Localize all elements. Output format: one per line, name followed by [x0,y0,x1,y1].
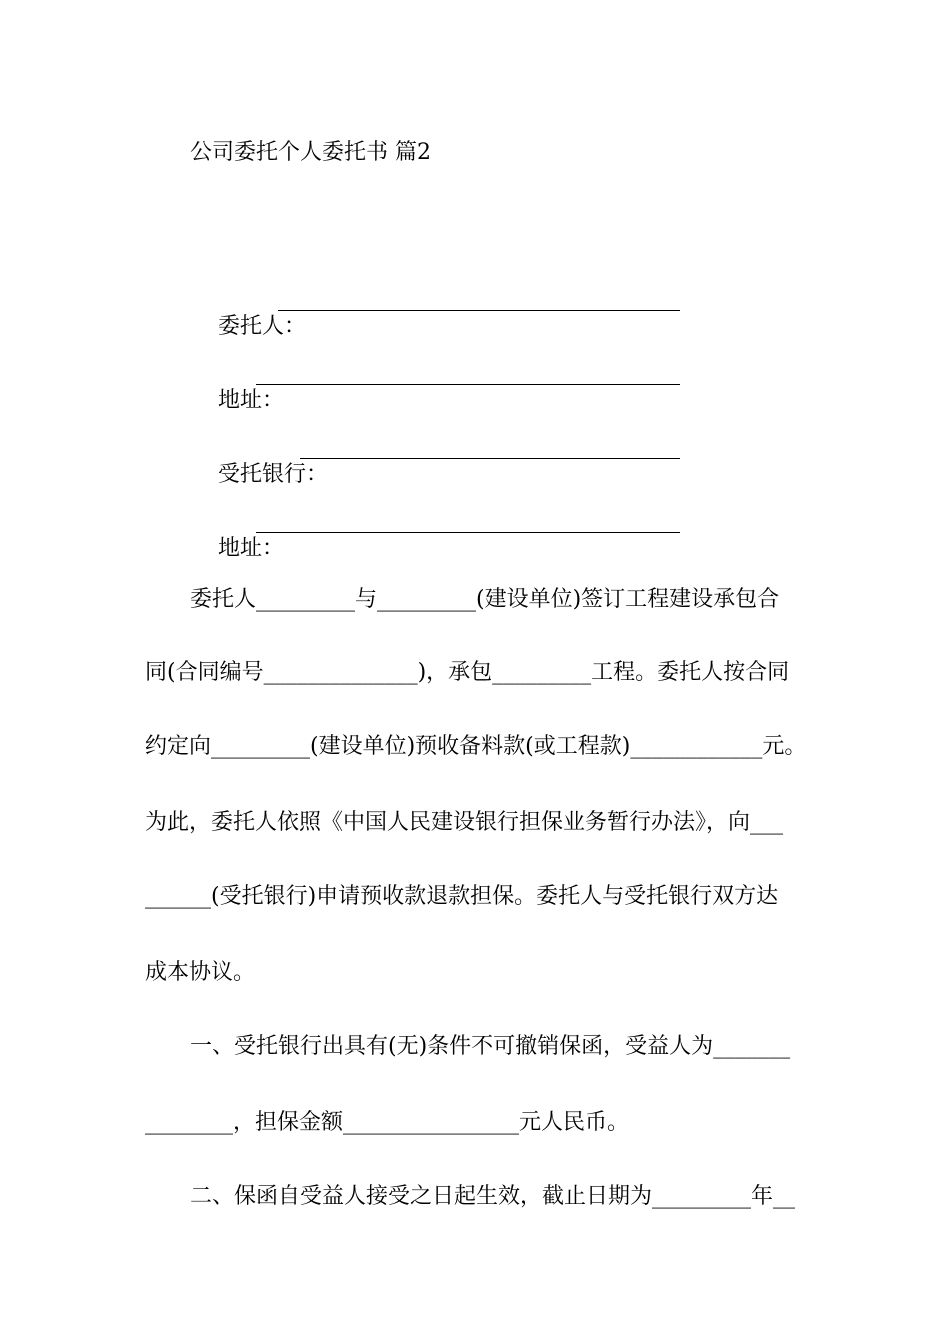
field-blank-principal [278,310,680,311]
field-blank-address-2 [256,532,680,533]
field-label-address-1: 地址： [217,388,284,413]
field-blank-address-1 [256,384,680,385]
document-title: 公司委托个人委托书 篇2 [190,140,431,165]
body-line-8: ________，担保金额________________元人民币。 [145,1110,630,1135]
field-label-principal: 委托人： [217,314,306,339]
body-line-5: ______(受托银行)申请预收款退款担保。委托人与受托银行双方达 [145,884,779,909]
field-label-address-2: 地址： [217,536,284,561]
field-label-entrusted-bank: 受托银行： [217,462,328,487]
body-line-7: 一、受托银行出具有(无)条件不可撤销保函，受益人为_______ [190,1034,791,1059]
body-line-3: 约定向_________(建设单位)预收备料款(或工程款)____________元。 [145,734,807,759]
body-line-9: 二、保函自受益人接受之日起生效，截止日期为_________年__ [190,1184,796,1209]
body-line-4: 为此，委托人依照《中国人民建设银行担保业务暂行办法》，向___ [145,810,784,835]
body-line-6: 成本协议。 [145,960,256,985]
field-blank-entrusted-bank [300,458,680,459]
body-line-1: 委托人_________与_________(建设单位)签订工程建设承包合 [190,587,780,612]
body-line-2: 同(合同编号______________)，承包_________工程。委托人按合同 [145,660,790,685]
